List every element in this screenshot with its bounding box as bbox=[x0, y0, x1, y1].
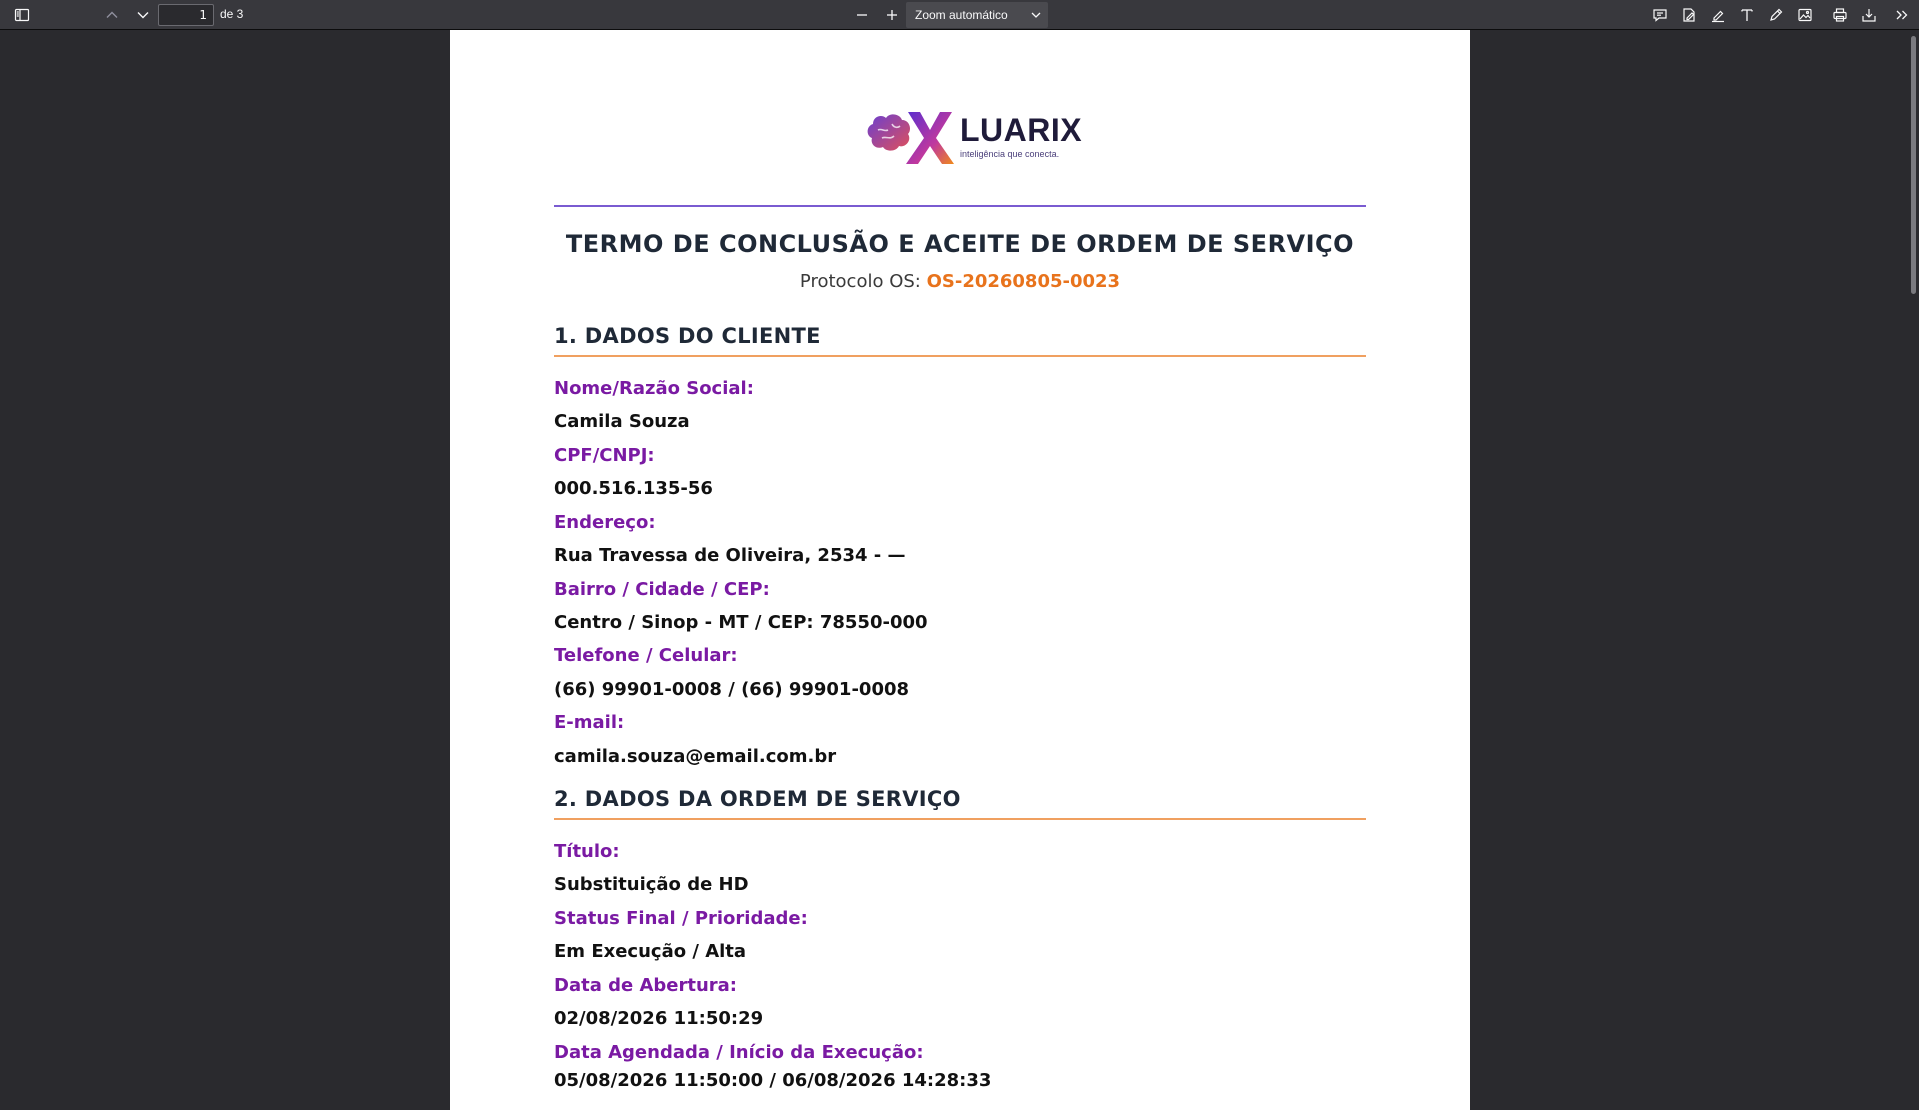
chevron-down-icon bbox=[1024, 9, 1048, 21]
comment-icon[interactable] bbox=[1648, 3, 1672, 27]
pdf-toolbar bbox=[0, 0, 1919, 30]
logo-tagline: inteligência que conecta. bbox=[960, 149, 1060, 159]
company-logo bbox=[864, 106, 1083, 166]
header-divider bbox=[554, 205, 1366, 207]
protocol-label: Protocolo OS: bbox=[799, 271, 927, 292]
field-value: (66) 99901-0008 / (66) 99901-0008 bbox=[554, 679, 910, 700]
brain-x-logo-icon bbox=[864, 106, 964, 166]
field-label: CPF/CNPJ: bbox=[554, 445, 655, 466]
zoom-select-value: Zoom automático bbox=[915, 8, 1008, 22]
protocol-code: OS-20260805-0023 bbox=[926, 271, 1121, 292]
pdf-viewer[interactable] bbox=[0, 30, 1919, 1091]
zoom-select[interactable] bbox=[906, 2, 1048, 28]
field-label: Nome/Razão Social: bbox=[554, 378, 754, 399]
section-title-client: 1. DADOS DO CLIENTE bbox=[554, 324, 821, 348]
field-value: Substituição de HD bbox=[554, 874, 749, 895]
more-tools-icon[interactable] bbox=[1890, 3, 1914, 27]
sign-document-icon[interactable] bbox=[1677, 3, 1701, 27]
add-image-icon[interactable] bbox=[1793, 3, 1817, 27]
section-title-service-order: 2. DADOS DA ORDEM DE SERVIÇO bbox=[554, 787, 961, 811]
field-value: 000.516.135-56 bbox=[554, 478, 713, 499]
highlight-icon[interactable] bbox=[1706, 3, 1730, 27]
zoom-in-icon[interactable] bbox=[880, 3, 904, 27]
save-download-icon[interactable] bbox=[1857, 3, 1881, 27]
field-label: Status Final / Prioridade: bbox=[554, 908, 808, 929]
section-divider bbox=[554, 818, 1366, 820]
field-label: Data de Abertura: bbox=[554, 975, 738, 996]
field-label: Título: bbox=[554, 841, 620, 862]
field-label: Data Agendada / Início da Execução: bbox=[554, 1042, 924, 1063]
protocol-line bbox=[554, 271, 1366, 292]
section-divider bbox=[554, 355, 1366, 357]
draw-icon[interactable] bbox=[1764, 3, 1788, 27]
field-value: 02/08/2026 11:50:29 bbox=[554, 1008, 764, 1029]
next-page-icon[interactable] bbox=[131, 3, 155, 27]
field-label: Telefone / Celular: bbox=[554, 645, 738, 666]
scrollbar-thumb[interactable] bbox=[1911, 36, 1916, 294]
page-count-label: de 3 bbox=[220, 7, 244, 21]
vertical-scrollbar[interactable] bbox=[1907, 30, 1919, 1077]
pdf-page bbox=[450, 30, 1470, 1110]
field-value: Centro / Sinop - MT / CEP: 78550-000 bbox=[554, 612, 928, 633]
field-label: E-mail: bbox=[554, 712, 625, 733]
field-value: 05/08/2026 11:50:00 / 06/08/2026 14:28:33 bbox=[554, 1070, 992, 1091]
field-label: Bairro / Cidade / CEP: bbox=[554, 579, 770, 600]
field-value: camila.souza@email.com.br bbox=[554, 746, 837, 767]
print-icon[interactable] bbox=[1828, 3, 1852, 27]
field-value: Em Execução / Alta bbox=[554, 941, 747, 962]
document-title: TERMO DE CONCLUSÃO E ACEITE DE ORDEM DE SERVIÇO bbox=[565, 230, 1355, 258]
page-number-input[interactable] bbox=[158, 4, 214, 26]
logo-wordmark: LUARIX bbox=[960, 112, 1083, 148]
sidebar-toggle-icon[interactable] bbox=[10, 3, 34, 27]
field-value: Rua Travessa de Oliveira, 2534 - — bbox=[554, 545, 906, 566]
previous-page-icon[interactable] bbox=[100, 3, 124, 27]
field-label: Endereço: bbox=[554, 512, 656, 533]
text-tool-icon[interactable] bbox=[1735, 3, 1759, 27]
field-value: Camila Souza bbox=[554, 411, 690, 432]
zoom-out-icon[interactable] bbox=[850, 3, 874, 27]
